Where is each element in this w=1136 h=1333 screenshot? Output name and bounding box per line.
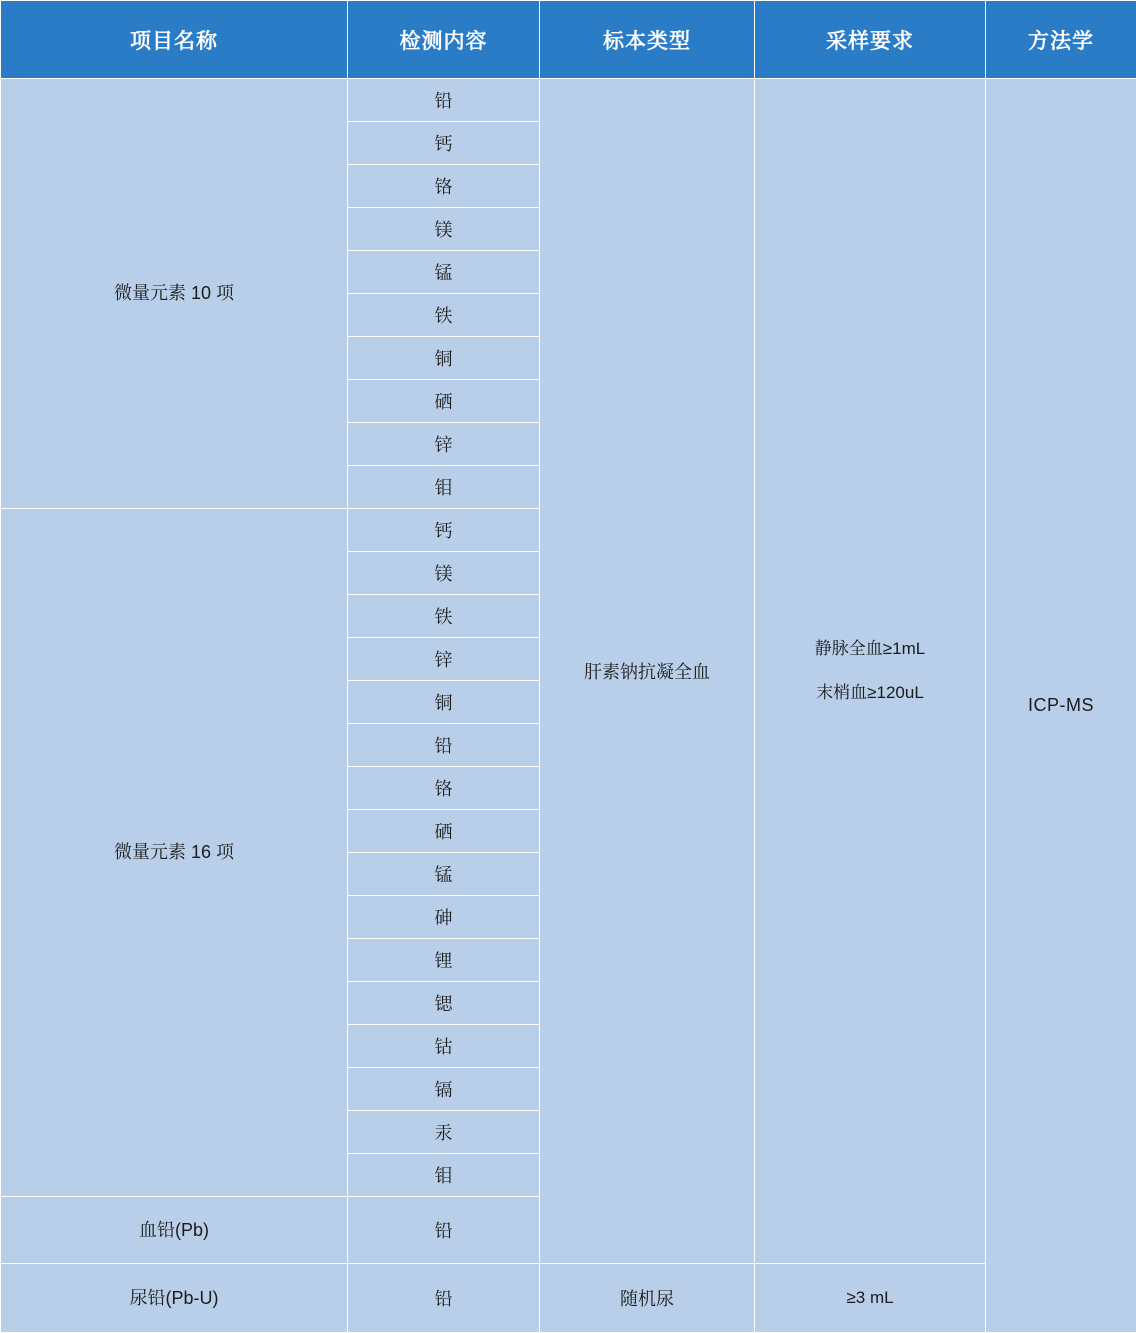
group-name-trace-elements-10: 微量元素 10 项 (1, 79, 348, 509)
sampling-requirement-urine: ≥3 mL (755, 1264, 986, 1333)
column-header-test-content: 检测内容 (348, 1, 540, 79)
analyte-cell: 铬 (348, 165, 540, 208)
analyte-cell: 锌 (348, 423, 540, 466)
group-name-trace-elements-16: 微量元素 16 项 (1, 509, 348, 1197)
sampling-requirement-blood (755, 79, 986, 1264)
requirement-line-peripheral: 末梢血≥120uL (759, 671, 981, 715)
analyte-cell: 铁 (348, 294, 540, 337)
requirement-line-venous: 静脉全血≥1mL (759, 627, 981, 671)
column-header-sampling-requirement: 采样要求 (755, 1, 986, 79)
analyte-cell: 铁 (348, 595, 540, 638)
analyte-cell: 镁 (348, 208, 540, 251)
group-name-urine-lead: 尿铅(Pb-U) (1, 1264, 348, 1333)
table-row (1, 79, 1136, 122)
analyte-cell: 汞 (348, 1111, 540, 1154)
column-header-methodology: 方法学 (986, 1, 1136, 79)
column-header-specimen-type: 标本类型 (540, 1, 755, 79)
analyte-cell: 铅 (348, 1197, 540, 1264)
specimen-type-random-urine: 随机尿 (540, 1264, 755, 1333)
analyte-cell: 钼 (348, 466, 540, 509)
analyte-cell: 铬 (348, 767, 540, 810)
table-row (1, 1264, 1136, 1333)
methodology-icp-ms: ICP-MS (986, 79, 1136, 1333)
analyte-cell: 镉 (348, 1068, 540, 1111)
analyte-cell: 锰 (348, 853, 540, 896)
analyte-cell: 铅 (348, 79, 540, 122)
analyte-cell: 锶 (348, 982, 540, 1025)
header-row (1, 1, 1136, 79)
specimen-type-heparin-whole-blood: 肝素钠抗凝全血 (540, 79, 755, 1264)
analyte-cell: 锰 (348, 251, 540, 294)
analyte-cell: 锌 (348, 638, 540, 681)
column-header-project-name: 项目名称 (1, 1, 348, 79)
analyte-cell: 钙 (348, 122, 540, 165)
analyte-cell: 镁 (348, 552, 540, 595)
table-body (1, 79, 1136, 1333)
analyte-cell: 钼 (348, 1154, 540, 1197)
analyte-cell: 钙 (348, 509, 540, 552)
analyte-cell: 铜 (348, 337, 540, 380)
analyte-cell: 硒 (348, 810, 540, 853)
analyte-cell: 铅 (348, 1264, 540, 1333)
group-name-blood-lead: 血铅(Pb) (1, 1197, 348, 1264)
analyte-cell: 硒 (348, 380, 540, 423)
table-header (1, 1, 1136, 79)
analyte-cell: 锂 (348, 939, 540, 982)
analyte-cell: 铅 (348, 724, 540, 767)
analyte-cell: 钴 (348, 1025, 540, 1068)
analyte-cell: 砷 (348, 896, 540, 939)
analyte-cell: 铜 (348, 681, 540, 724)
